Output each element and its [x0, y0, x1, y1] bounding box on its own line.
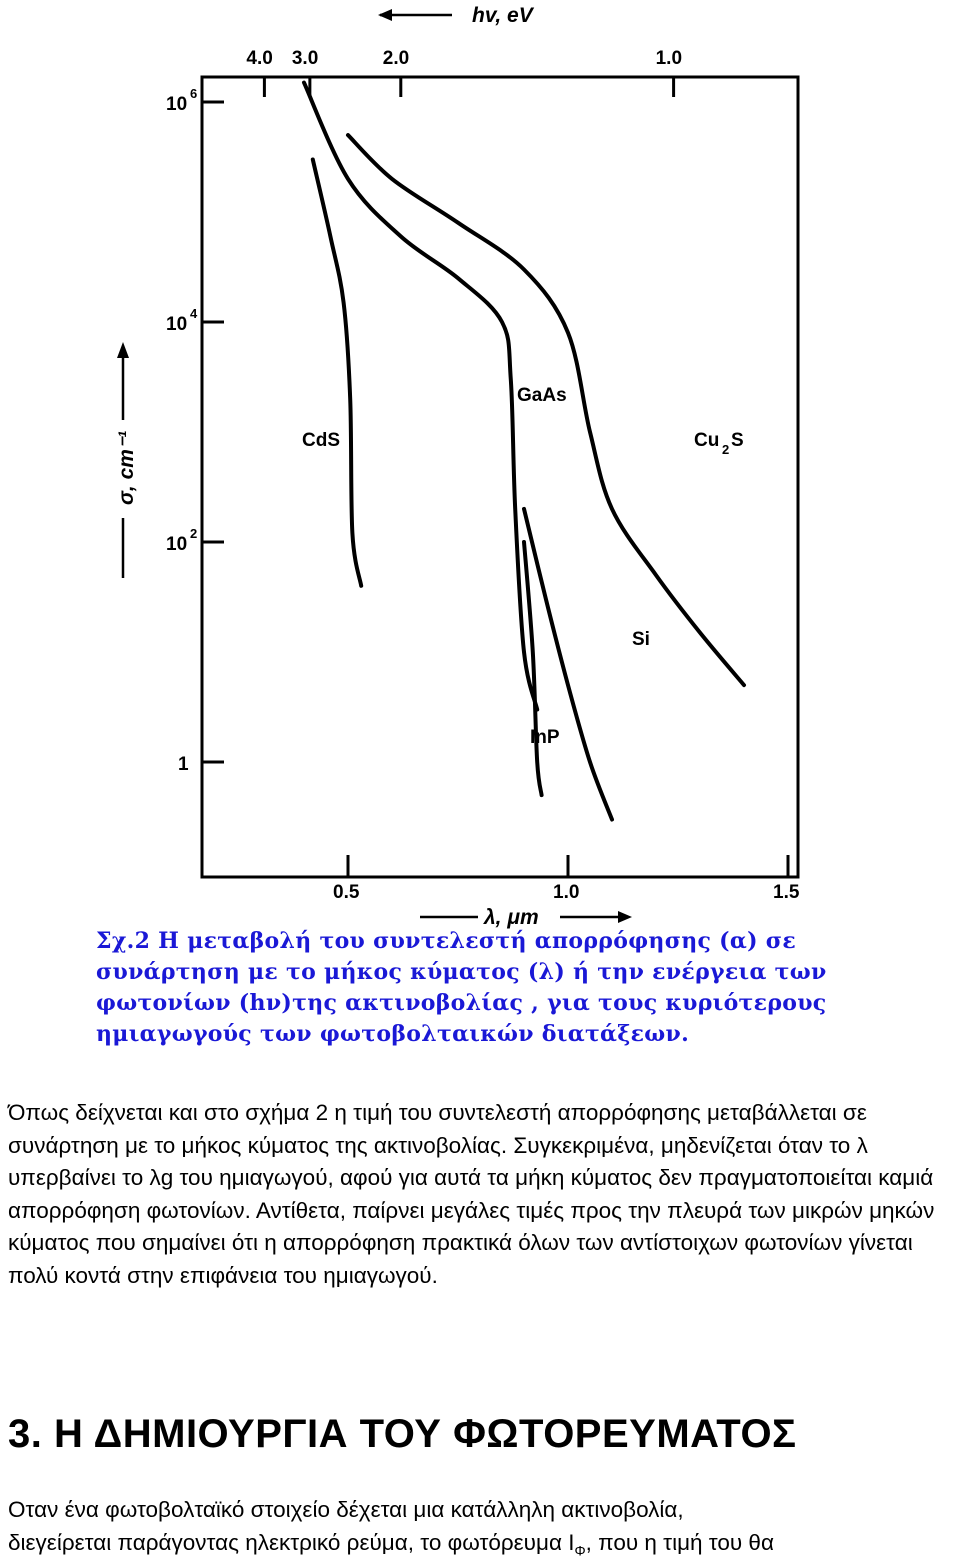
- body-paragraph: Όπως δείχνεται και στο σχήμα 2 η τιμή του συντελεστή απορρόφησης μεταβάλλεται σε συνάρτηση με το μήκος κύματος της ακτινοβολίας. Συγκεκριμένα, μηδενίζεται όταν το λ υπερβαίνει το λg του ημιαγωγού, αφού για αυτά τα μήκη κύματος δεν πραγματοποιείται καμιά απορρόφηση φωτονίων. Αντίθετα, παίρνει μεγάλες τιμές προς την πλευρά των μικρών μηκών κύματος που σημαίνει ότι η απορρόφηση πρακτικά όλων των αντίστοιχων φωτονίων γίνεται πολύ κοντά στην επιφάνεια του ημιαγωγού.: [8, 1100, 935, 1288]
- caption-line: Σχ.2 Η μεταβολή του συντελεστή απορρόφησης (α) σε: [96, 928, 796, 954]
- x-tick-label: 1.0: [553, 882, 580, 903]
- top-tick-label: 2.0: [382, 48, 410, 69]
- series-label-cu2s: [694, 430, 744, 457]
- top-tick-label: 3.0: [291, 48, 319, 69]
- section-heading: 3. Η ΔΗΜΙΟΥΡΓΙΑ ΤΟΥ ΦΩΤΟΡΕΥΜΑΤΟΣ: [8, 1412, 797, 1456]
- figure-caption: [96, 926, 866, 1050]
- caption-line: ημιαγωγούς των φωτοβολταικών διατάξεων.: [96, 1021, 690, 1047]
- series-line-gaas: [304, 83, 537, 710]
- y-tick-label: [178, 754, 189, 775]
- svg-text:S: S: [731, 430, 744, 451]
- tick-layer: [166, 48, 800, 903]
- plot-frame: [202, 77, 798, 877]
- series-label-cds: CdS: [302, 430, 340, 451]
- x-tick-label: 0.5: [333, 882, 360, 903]
- svg-text:Cu: Cu: [694, 430, 720, 451]
- svg-text:2: 2: [722, 442, 730, 457]
- svg-text:10: 10: [166, 314, 188, 335]
- phi-subscript: Φ: [574, 1542, 586, 1558]
- series-label-si: Si: [632, 629, 650, 650]
- svg-text:10: 10: [166, 534, 188, 555]
- y-tick-label: [166, 306, 198, 335]
- caption-line: φωτονίων (hν)της ακτινοβολίας , για τους κυριότερους: [96, 990, 827, 1016]
- paragraph-line: Οταν ένα φωτοβολταϊκό στοιχείο δέχεται μια κατάλληλη ακτινοβολία,: [8, 1497, 684, 1522]
- series-line-cds: [313, 160, 361, 586]
- paragraph-line-start: διεγείρεται παράγοντας ηλεκτρικό ρεύμα, το φωτόρευμα I: [8, 1529, 575, 1555]
- svg-text:4: 4: [190, 306, 198, 321]
- top-axis-arrow: [378, 9, 452, 21]
- x-tick-label: 1.5: [773, 882, 800, 903]
- series-label-inp: InP: [530, 727, 560, 748]
- y-tick-label: [166, 86, 197, 115]
- svg-text:2: 2: [190, 526, 198, 541]
- y-axis-label: σ, cm⁻¹: [115, 430, 138, 505]
- series-label-gaas: GaAs: [517, 385, 567, 406]
- body-paragraph-2: [8, 1494, 953, 1567]
- x-axis-label: λ, μm: [484, 906, 539, 929]
- caption-line: συνάρτηση με το μήκος κύματος (λ) ή την ενέργεια των: [96, 959, 827, 985]
- top-tick-label: 1.0: [655, 48, 683, 69]
- svg-text:1: 1: [178, 754, 189, 775]
- curve-layer: [304, 83, 744, 820]
- top-axis-label: hv, eV: [472, 4, 533, 27]
- svg-text:6: 6: [190, 86, 198, 101]
- svg-text:10: 10: [166, 94, 188, 115]
- top-tick-label: 4.0: [246, 48, 273, 69]
- y-tick-label: [166, 526, 197, 555]
- paragraph-line-end: , που η τιμή του θα: [585, 1529, 774, 1555]
